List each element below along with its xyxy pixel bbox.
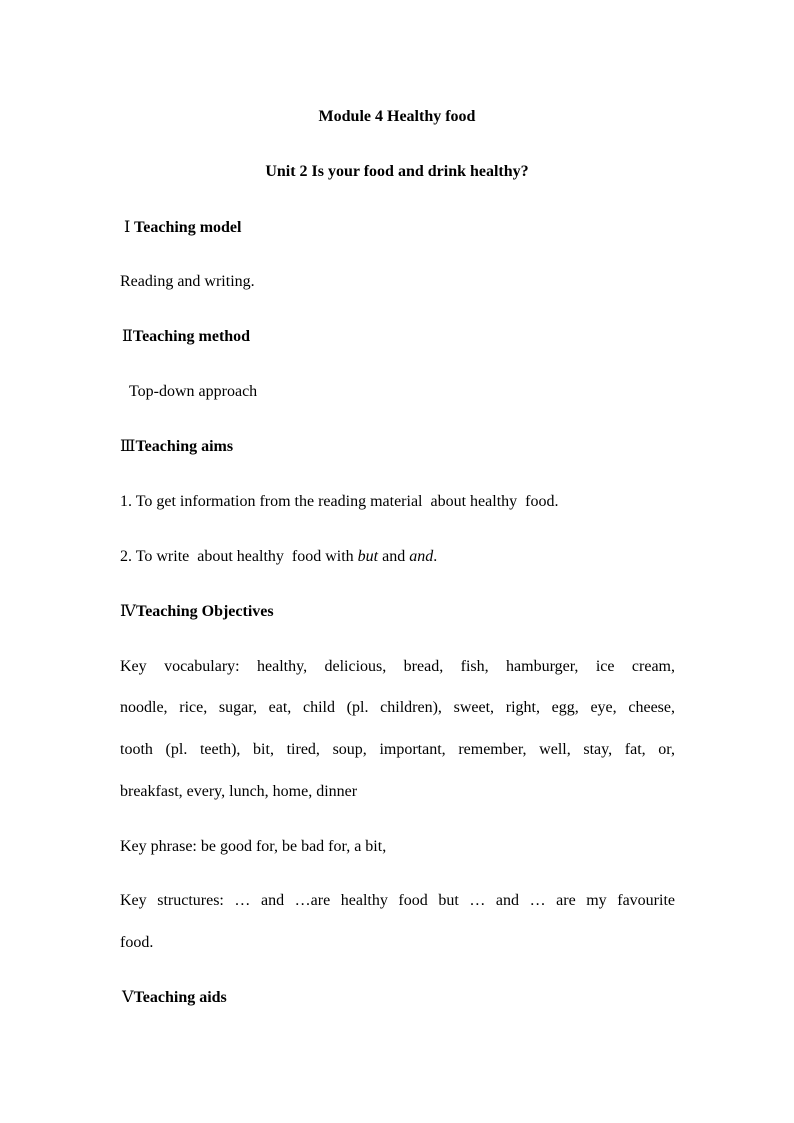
aims-item-1: 1. To get information from the reading material about healthy food. (120, 493, 559, 510)
section-numeral: Ⅲ (120, 438, 136, 455)
document-title: Module 4 Healthy food (318, 108, 476, 125)
key-phrase: Key phrase: be good for, be bad for, a bit, (120, 838, 387, 855)
section-heading-text: Teaching aids (133, 989, 227, 1006)
section-numeral: Ⅰ (124, 219, 131, 236)
section-heading-aids (122, 988, 227, 1008)
vocab-line: Key vocabulary: healthy, delicious, bread, fish, hamburger, ice cream, (120, 658, 675, 675)
section-heading-objectives (120, 602, 274, 622)
aims-item-2-but: but (357, 548, 379, 565)
section-heading-method (122, 327, 250, 347)
section-heading-text: Teaching method (132, 328, 251, 345)
vocab-line: tooth (pl. teeth), bit, tired, soup, important, remember, well, stay, fat, or, (120, 741, 675, 758)
section-numeral: Ⅱ (122, 328, 133, 345)
section-heading-model (124, 218, 241, 238)
section-heading-text: Teaching aims (135, 438, 234, 455)
document-subtitle: Unit 2 Is your food and drink healthy? (265, 163, 529, 180)
aims-item-2 (120, 547, 437, 567)
section-heading-text: Teaching model (134, 219, 242, 236)
key-structures-line: food. (120, 934, 154, 951)
vocab-line: breakfast, every, lunch, home, dinner (120, 783, 358, 800)
aims-item-2-text: 2. To write about healthy food with (120, 548, 358, 565)
section-body-model: Reading and writing. (120, 273, 255, 290)
section-heading-aims (120, 437, 233, 457)
vocab-line: noodle, rice, sugar, eat, child (pl. children), sweet, right, egg, eye, cheese, (120, 699, 675, 716)
key-structures-line: Key structures: … and …are healthy food but … and … are my favourite (120, 892, 675, 909)
aims-item-2-text: . (433, 548, 438, 565)
aims-item-2-text: and (378, 548, 410, 565)
aims-item-2-and: and (409, 548, 434, 565)
section-numeral: Ⅳ (120, 603, 136, 620)
section-numeral: Ⅴ (122, 989, 134, 1006)
section-heading-text: Teaching Objectives (135, 603, 274, 620)
section-body-method: Top-down approach (129, 383, 258, 400)
